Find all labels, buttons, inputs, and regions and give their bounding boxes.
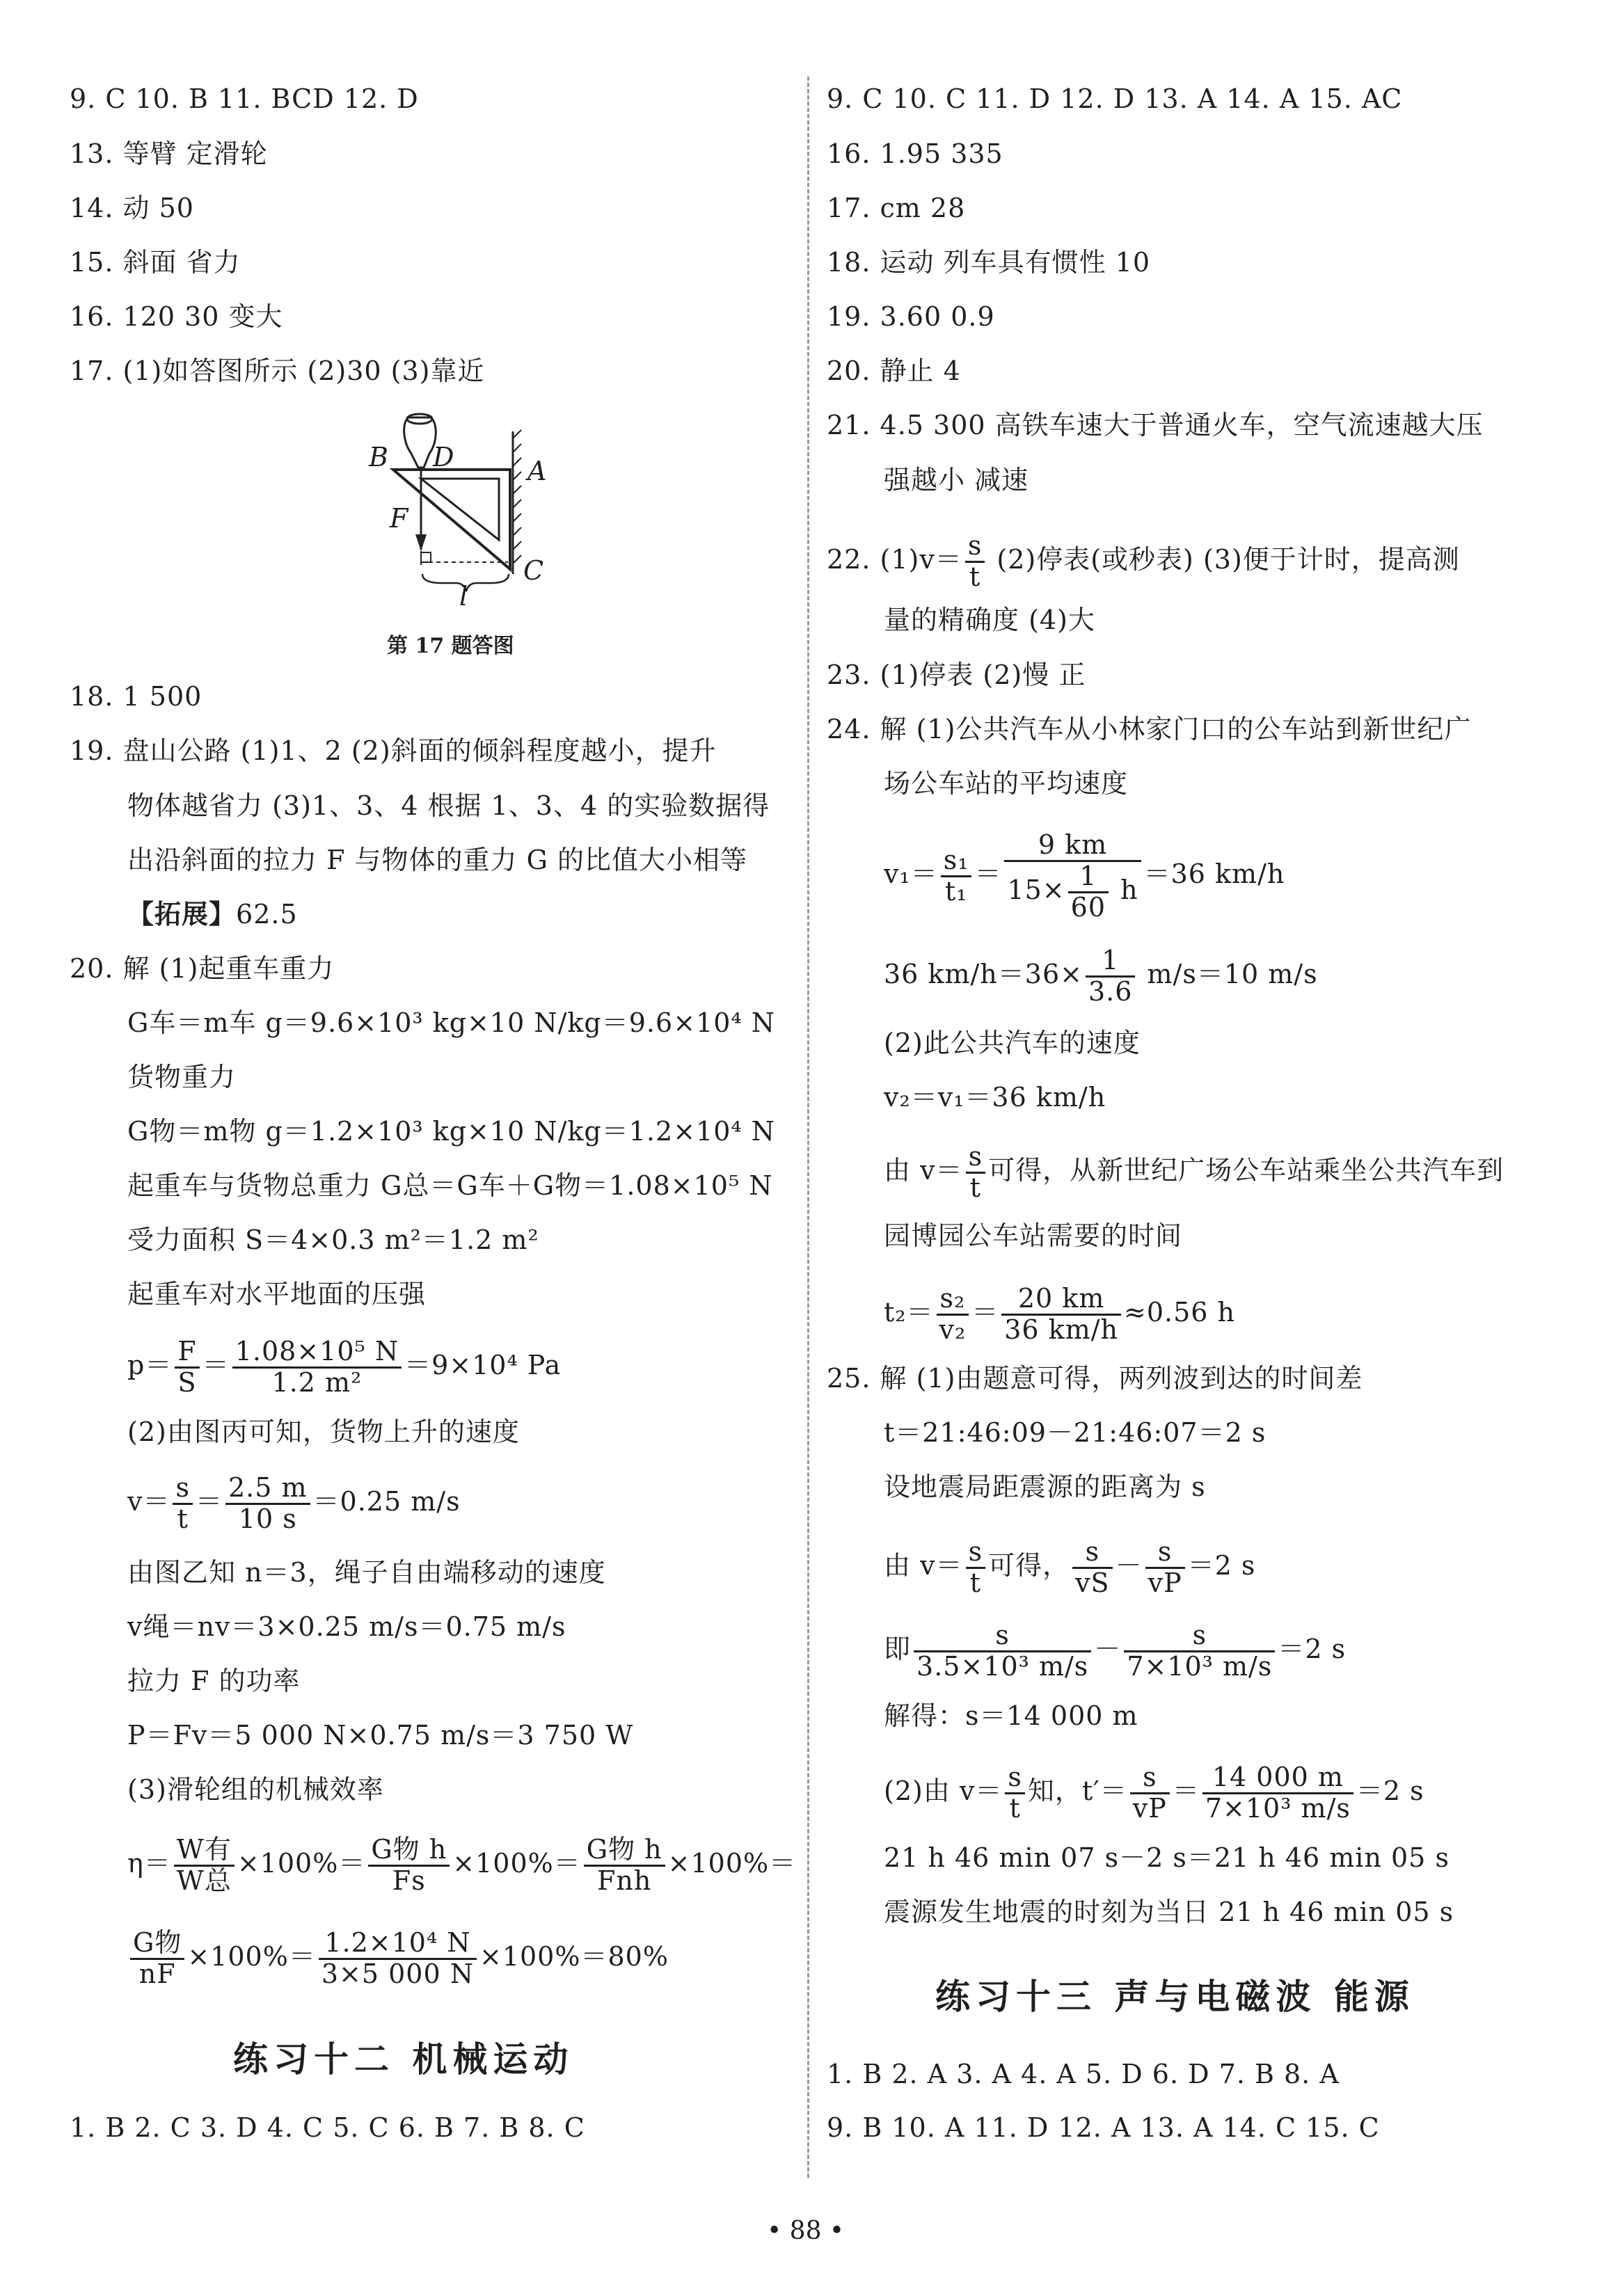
fraction [1202, 1763, 1353, 1824]
formula-part: ＝2 s [1187, 1549, 1256, 1581]
fraction [1004, 831, 1141, 922]
extension-line [127, 897, 298, 932]
answer-line [884, 1142, 1504, 1203]
answer-line: 19. 3.60 0.9 [827, 301, 995, 332]
fraction [966, 1142, 986, 1203]
denominator: W总 [176, 1865, 232, 1896]
numerator: s [914, 1621, 1091, 1652]
formula-part: 知，t′＝ [1027, 1775, 1127, 1806]
answer-line: 起重车对水平地面的压强 [127, 1279, 427, 1309]
fraction [1005, 1763, 1025, 1824]
answer-line: 19. 盘山公路 (1)1、2 (2)斜面的倾斜程度越小，提升 [70, 735, 717, 766]
formula-pressure [127, 1337, 561, 1398]
numerator: s [1072, 1538, 1113, 1569]
label-l: l [459, 581, 469, 612]
formula-time [884, 1284, 1235, 1345]
answer-line: 24. 解 (1)公共汽车从小林家门口的公车站到新世纪广 [827, 714, 1472, 744]
fraction [1086, 946, 1135, 1007]
answer-line: 16. 1.95 335 [827, 138, 1003, 169]
formula-efficiency [127, 1835, 796, 1896]
answer-line: 起重车与货物总重力 G总＝G车＋G物＝1.08×10⁵ N [127, 1170, 773, 1201]
answer-line: (2)此公共汽车的速度 [884, 1028, 1141, 1058]
formula-part: 可得，从新世纪广场公车站乘坐公共汽车到 [988, 1154, 1504, 1186]
answer-line: 解得：s＝14 000 m [884, 1700, 1138, 1731]
formula-part: ＝ [1172, 1775, 1200, 1806]
denominator: t [969, 1172, 981, 1203]
denominator: t [969, 561, 981, 592]
numerator: 2.5 m [225, 1474, 310, 1505]
formula-part: η＝ [127, 1847, 171, 1879]
denominator: 7×10³ m/s [1127, 1650, 1273, 1682]
answer-line: 震源发生地震的时刻为当日 21 h 46 min 05 s [884, 1897, 1454, 1927]
formula-part: ＝ [974, 859, 1002, 890]
formula-part: p＝ [127, 1349, 173, 1380]
numerator: s [966, 1142, 986, 1174]
answer-line: 18. 1 500 [70, 681, 203, 712]
numerator: 1 [1086, 946, 1135, 978]
numerator: s [965, 532, 985, 563]
denominator: v₂ [939, 1314, 967, 1345]
denominator: t [969, 1567, 981, 1598]
answer-line: 16. 120 30 变大 [70, 301, 283, 332]
answer-line: 1. B 2. A 3. A 4. A 5. D 6. D 7. B 8. A [827, 2059, 1340, 2089]
denominator: nF [138, 1958, 176, 1989]
formula-velocity [127, 1474, 461, 1534]
fraction [1124, 1621, 1275, 1682]
formula-part: 由 v＝ [884, 1549, 963, 1581]
answer-line: 出沿斜面的拉力 F 与物体的重力 G 的比值大小相等 [127, 845, 748, 875]
numerator: s₁ [941, 846, 972, 877]
numerator: G物 h [584, 1835, 665, 1867]
answer-line: 17. cm 28 [827, 193, 966, 223]
answer-line: 21 h 46 min 07 s－2 s＝21 h 46 min 05 s [884, 1842, 1450, 1873]
numerator: s [1005, 1763, 1025, 1794]
formula-part: v＝ [127, 1485, 170, 1517]
denominator: 7×10³ m/s [1205, 1792, 1351, 1824]
denominator: S [177, 1366, 197, 1398]
formula-part: 15× [1007, 874, 1065, 905]
fraction [174, 1835, 235, 1896]
formula-part: ＝2 s [1278, 1633, 1347, 1664]
answer-line: 20. 静止 4 [827, 356, 961, 386]
page-number: • 88 • [767, 2217, 845, 2245]
answer-line: 9. C 10. B 11. BCD 12. D [70, 83, 419, 114]
label-D: D [433, 442, 455, 472]
denominator: 3×5 000 N [321, 1958, 474, 1989]
numerator: 9 km [1004, 831, 1141, 862]
formula-wave-equation [884, 1621, 1346, 1682]
section-heading: 练习十二 机械运动 [233, 2039, 574, 2080]
answer-line: 13. 等臂 定滑轮 [70, 138, 268, 169]
answer-line: 9. B 10. A 11. D 12. A 13. A 14. C 15. C [827, 2112, 1380, 2143]
numerator: s [173, 1474, 193, 1505]
formula-average-speed [884, 831, 1285, 922]
answer-line: 18. 运动 列车具有惯性 10 [827, 247, 1151, 278]
section-heading: 练习十三 声与电磁波 能源 [935, 1976, 1415, 2017]
formula-part: － [1094, 1633, 1122, 1664]
answer-line: G物＝m物 g＝1.2×10³ kg×10 N/kg＝1.2×10⁴ N [127, 1116, 775, 1147]
formula-part: t₂＝ [884, 1296, 934, 1328]
fraction [937, 1284, 969, 1345]
label-A: A [527, 456, 548, 486]
fraction [914, 1621, 1091, 1682]
numerator: 14 000 m [1202, 1763, 1353, 1794]
fraction [965, 532, 985, 592]
answer-line: 由图乙知 n＝3，绳子自由端移动的速度 [127, 1557, 606, 1588]
formula-part: 22. (1)v＝ [827, 543, 962, 575]
answer-line: (3)滑轮组的机械效率 [127, 1774, 384, 1805]
formula-travel-time [884, 1763, 1424, 1824]
formula-part: 36 km/h＝36× [884, 958, 1083, 989]
formula-part: ＝ [971, 1296, 999, 1328]
answer-line: 20. 解 (1)起重车重力 [70, 953, 335, 984]
extension-tag: 【拓展】 [127, 898, 237, 930]
answer-line: 9. C 10. C 11. D 12. D 13. A 14. A 15. AC [827, 83, 1403, 114]
answer-line: G车＝m车 g＝9.6×10³ kg×10 N/kg＝9.6×10⁴ N [127, 1007, 775, 1038]
formula-part: ＝0.25 m/s [312, 1485, 461, 1517]
formula-part: ＝36 km/h [1143, 859, 1285, 890]
fraction [966, 1538, 986, 1598]
formula-part: ＝9×10⁴ Pa [404, 1349, 562, 1380]
numerator: s [966, 1538, 986, 1569]
formula-part: ＝ [202, 1349, 230, 1380]
numerator: 1.08×10⁵ N [232, 1337, 402, 1369]
numerator: s [1130, 1763, 1170, 1794]
fraction [368, 1835, 450, 1896]
denominator: t₁ [944, 876, 968, 907]
answer-line: 17. (1)如答图所示 (2)30 (3)靠近 [70, 356, 485, 386]
answer-line: 拉力 F 的功率 [127, 1666, 301, 1696]
column-divider [807, 77, 809, 2178]
denominator: 3.6 [1088, 975, 1133, 1007]
denominator: 3.5×10³ m/s [916, 1650, 1089, 1682]
formula-efficiency-result [127, 1929, 669, 1989]
denominator: 1.2 m² [271, 1366, 363, 1398]
fraction [1072, 1538, 1113, 1598]
fraction [1068, 862, 1109, 923]
answer-line: 货物重力 [127, 1062, 237, 1092]
label-B: B [369, 442, 389, 472]
denominator: 10 s [238, 1503, 297, 1534]
answer-line: 1. B 2. C 3. D 4. C 5. C 6. B 7. B 8. C [70, 2112, 585, 2143]
answer-line: 受力面积 S＝4×0.3 m²＝1.2 m² [127, 1225, 539, 1255]
answer-line: 14. 动 50 [70, 193, 194, 223]
fraction [130, 1929, 184, 1989]
formula-part: 即 [884, 1633, 912, 1664]
answer-line: v绳＝nv＝3×0.25 m/s＝0.75 m/s [127, 1611, 566, 1642]
formula-part: v₁＝ [884, 859, 938, 890]
answer-line: 强越小 减速 [884, 465, 1029, 495]
answer-line: 23. (1)停表 (2)慢 正 [827, 660, 1086, 690]
formula-part: ＝2 s [1356, 1775, 1424, 1806]
formula-part: m/s＝10 m/s [1138, 958, 1318, 989]
denominator: t [1009, 1792, 1021, 1824]
denominator: 60 [1070, 891, 1106, 923]
answer-line: 场公车站的平均速度 [884, 768, 1129, 799]
fraction [225, 1474, 310, 1534]
formula-part: h [1111, 874, 1138, 905]
fraction [1145, 1538, 1185, 1598]
formula-part: (2)停表(或秒表) (3)便于计时，提高测 [987, 543, 1460, 575]
numerator: F [175, 1337, 199, 1369]
formula-wave-difference [884, 1538, 1255, 1598]
fraction [319, 1929, 477, 1989]
formula-part: ＝ [195, 1485, 223, 1517]
formula-part: 由 v＝ [884, 1154, 963, 1186]
fraction [1001, 1284, 1121, 1345]
formula-part: (2)由 v＝ [884, 1775, 1003, 1806]
numerator: s [1145, 1538, 1185, 1569]
denominator: vS [1075, 1567, 1110, 1598]
formula-part: ×100%＝ [667, 1847, 797, 1879]
fraction [584, 1835, 665, 1896]
answer-line: 15. 斜面 省力 [70, 247, 241, 278]
formula-part: ×100%＝ [452, 1847, 581, 1879]
numerator: 20 km [1001, 1284, 1121, 1316]
answer-line: 21. 4.5 300 高铁车速大于普通火车，空气流速越大压 [827, 410, 1484, 440]
answer-line [827, 532, 1460, 592]
answer-line: v₂＝v₁＝36 km/h [884, 1082, 1106, 1113]
fraction [941, 846, 972, 907]
answer-line: t＝21:46:09－21:46:07＝2 s [884, 1417, 1266, 1448]
numerator: 1.2×10⁴ N [319, 1929, 477, 1960]
fraction [232, 1337, 402, 1398]
denominator [1004, 862, 1141, 923]
fraction [1130, 1763, 1170, 1824]
fraction [173, 1474, 193, 1534]
answer-line: 设地震局距震源的距离为 s [884, 1472, 1206, 1502]
extension-value: 62.5 [236, 899, 298, 930]
denominator: t [177, 1503, 189, 1534]
formula-part: － [1115, 1549, 1143, 1581]
numerator: G物 [130, 1929, 184, 1960]
figure-caption: 第 17 题答图 [387, 634, 514, 658]
formula-part: ×100%＝80% [479, 1940, 669, 1972]
numerator: 1 [1068, 862, 1109, 893]
denominator: vP [1148, 1567, 1182, 1598]
denominator: 36 km/h [1004, 1314, 1119, 1345]
numerator: s [1124, 1621, 1275, 1652]
numerator: G物 h [368, 1835, 450, 1867]
numerator: W有 [174, 1835, 235, 1867]
formula-unit-conversion [884, 946, 1318, 1007]
answer-line: 物体越省力 (3)1、3、4 根据 1、3、4 的实验数据得 [127, 790, 770, 821]
answer-line: 园博园公车站需要的时间 [884, 1220, 1183, 1251]
label-F: F [390, 503, 409, 534]
answer-line: P＝Fv＝5 000 N×0.75 m/s＝3 750 W [127, 1720, 634, 1751]
denominator: Fnh [597, 1865, 652, 1896]
answer-line: 量的精确度 (4)大 [884, 605, 1095, 635]
denominator: vP [1132, 1792, 1167, 1824]
answer-line: (2)由图丙可知，货物上升的速度 [127, 1417, 520, 1447]
denominator: Fs [392, 1865, 426, 1896]
formula-part: 可得， [988, 1549, 1070, 1581]
numerator: s₂ [937, 1284, 969, 1316]
formula-part: ×100%＝ [187, 1940, 316, 1972]
answer-line: 25. 解 (1)由题意可得，两列波到达的时间差 [827, 1363, 1363, 1394]
fraction [175, 1337, 199, 1398]
formula-part: ×100%＝ [237, 1847, 366, 1879]
label-C: C [523, 555, 545, 586]
formula-part: ≈0.56 h [1124, 1296, 1236, 1328]
